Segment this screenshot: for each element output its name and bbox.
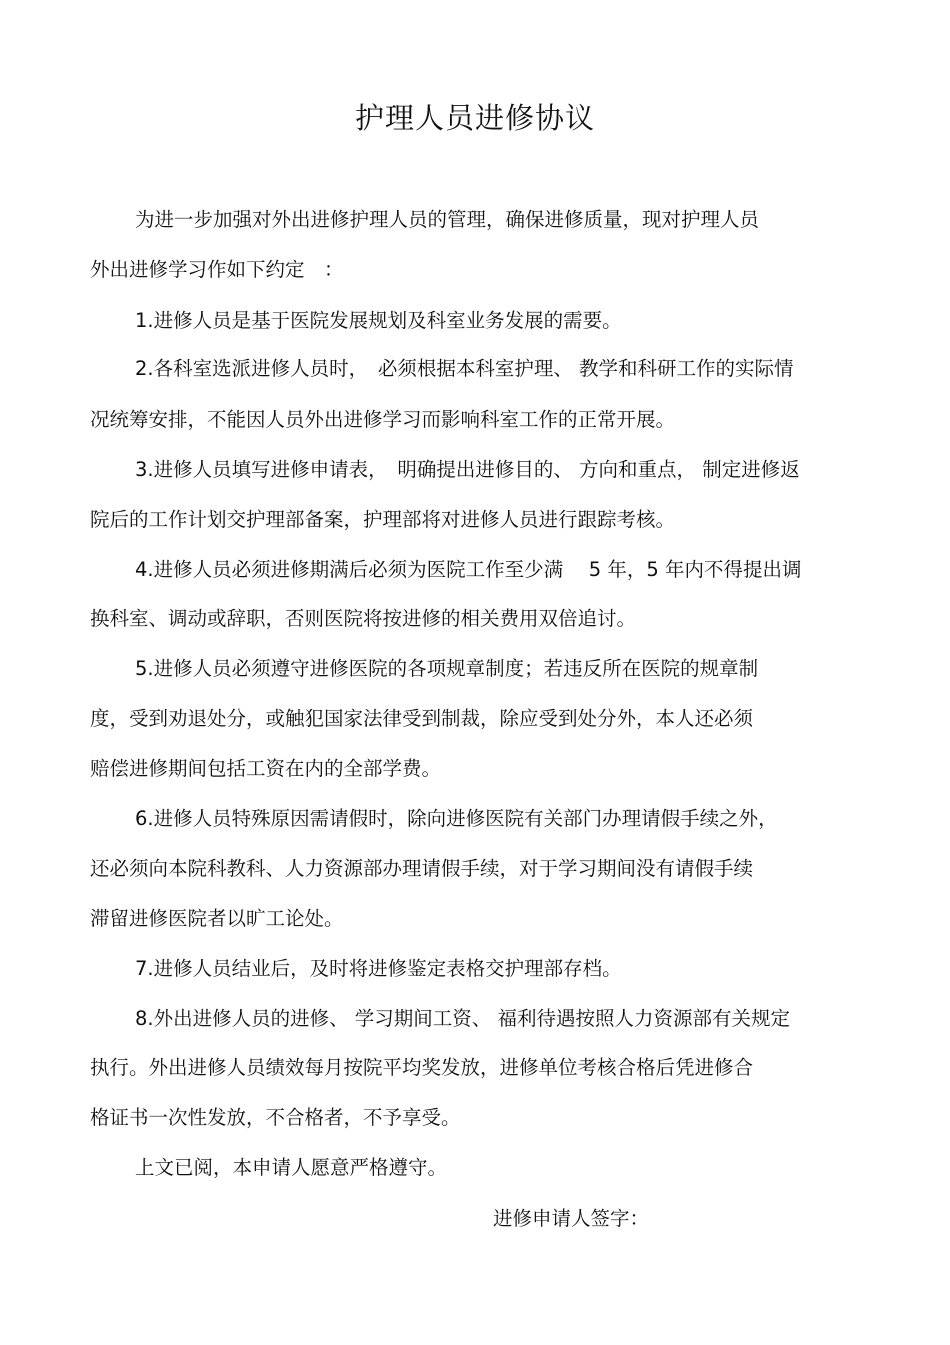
signature-label: 进修申请人签字： xyxy=(493,1207,650,1230)
clause-1-line-1: 1.进修人员是基于医院发展规划及科室业务发展的需要。 xyxy=(135,309,622,332)
clause-4-line-1: 4.进修人员必须进修期满后必须为医院工作至少满 5 年，5 年内不得提出调 xyxy=(135,558,802,581)
intro-line-1: 为进一步加强对外出进修护理人员的管理，确保进修质量，现对护理人员 xyxy=(135,208,760,231)
clause-5-line-2: 度，受到劝退处分，或触犯国家法律受到制裁，除应受到处分外，本人还必须 xyxy=(90,707,754,730)
clause-8-line-2: 执行。外出进修人员绩效每月按院平均奖发放，进修单位考核合格后凭进修合 xyxy=(90,1056,754,1079)
clause-6-line-3: 滞留进修医院者以旷工论处。 xyxy=(90,907,344,930)
clause-2-line-2: 况统筹安排，不能因人员外出进修学习而影响科室工作的正常开展。 xyxy=(90,408,676,431)
clause-5-line-3: 赔偿进修期间包括工资在内的全部学费。 xyxy=(90,757,442,780)
clause-2-line-1: 2.各科室选派进修人员时， 必须根据本科室护理、 教学和科研工作的实际情 xyxy=(135,357,794,380)
clause-6-line-1: 6.进修人员特殊原因需请假时，除向进修医院有关部门办理请假手续之外， xyxy=(135,807,778,830)
intro-line-2: 外出进修学习作如下约定 ： xyxy=(90,258,344,281)
clause-4-line-2: 换科室、调动或辞职，否则医院将按进修的相关费用双倍追讨。 xyxy=(90,607,637,630)
clause-3-line-2: 院后的工作计划交护理部备案，护理部将对进修人员进行跟踪考核。 xyxy=(90,508,676,531)
clause-5-line-1: 5.进修人员必须遵守进修医院的各项规章制度；若违反所在医院的规章制 xyxy=(135,657,759,680)
clause-3-line-1: 3.进修人员填写进修申请表， 明确提出进修目的、 方向和重点， 制定进修返 xyxy=(135,458,800,481)
clause-8-line-3: 格证书一次性发放，不合格者，不予享受。 xyxy=(90,1106,461,1129)
clause-8-line-1: 8.外出进修人员的进修、 学习期间工资、 福利待遇按照人力资源部有关规定 xyxy=(135,1007,791,1030)
clause-6-line-2: 还必须向本院科教科、人力资源部办理请假手续，对于学习期间没有请假手续 xyxy=(90,857,754,880)
document-title: 护理人员进修协议 xyxy=(354,101,595,135)
clause-7-line-1: 7.进修人员结业后，及时将进修鉴定表格交护理部存档。 xyxy=(135,957,622,980)
closing-statement: 上文已阅，本申请人愿意严格遵守。 xyxy=(135,1156,448,1179)
